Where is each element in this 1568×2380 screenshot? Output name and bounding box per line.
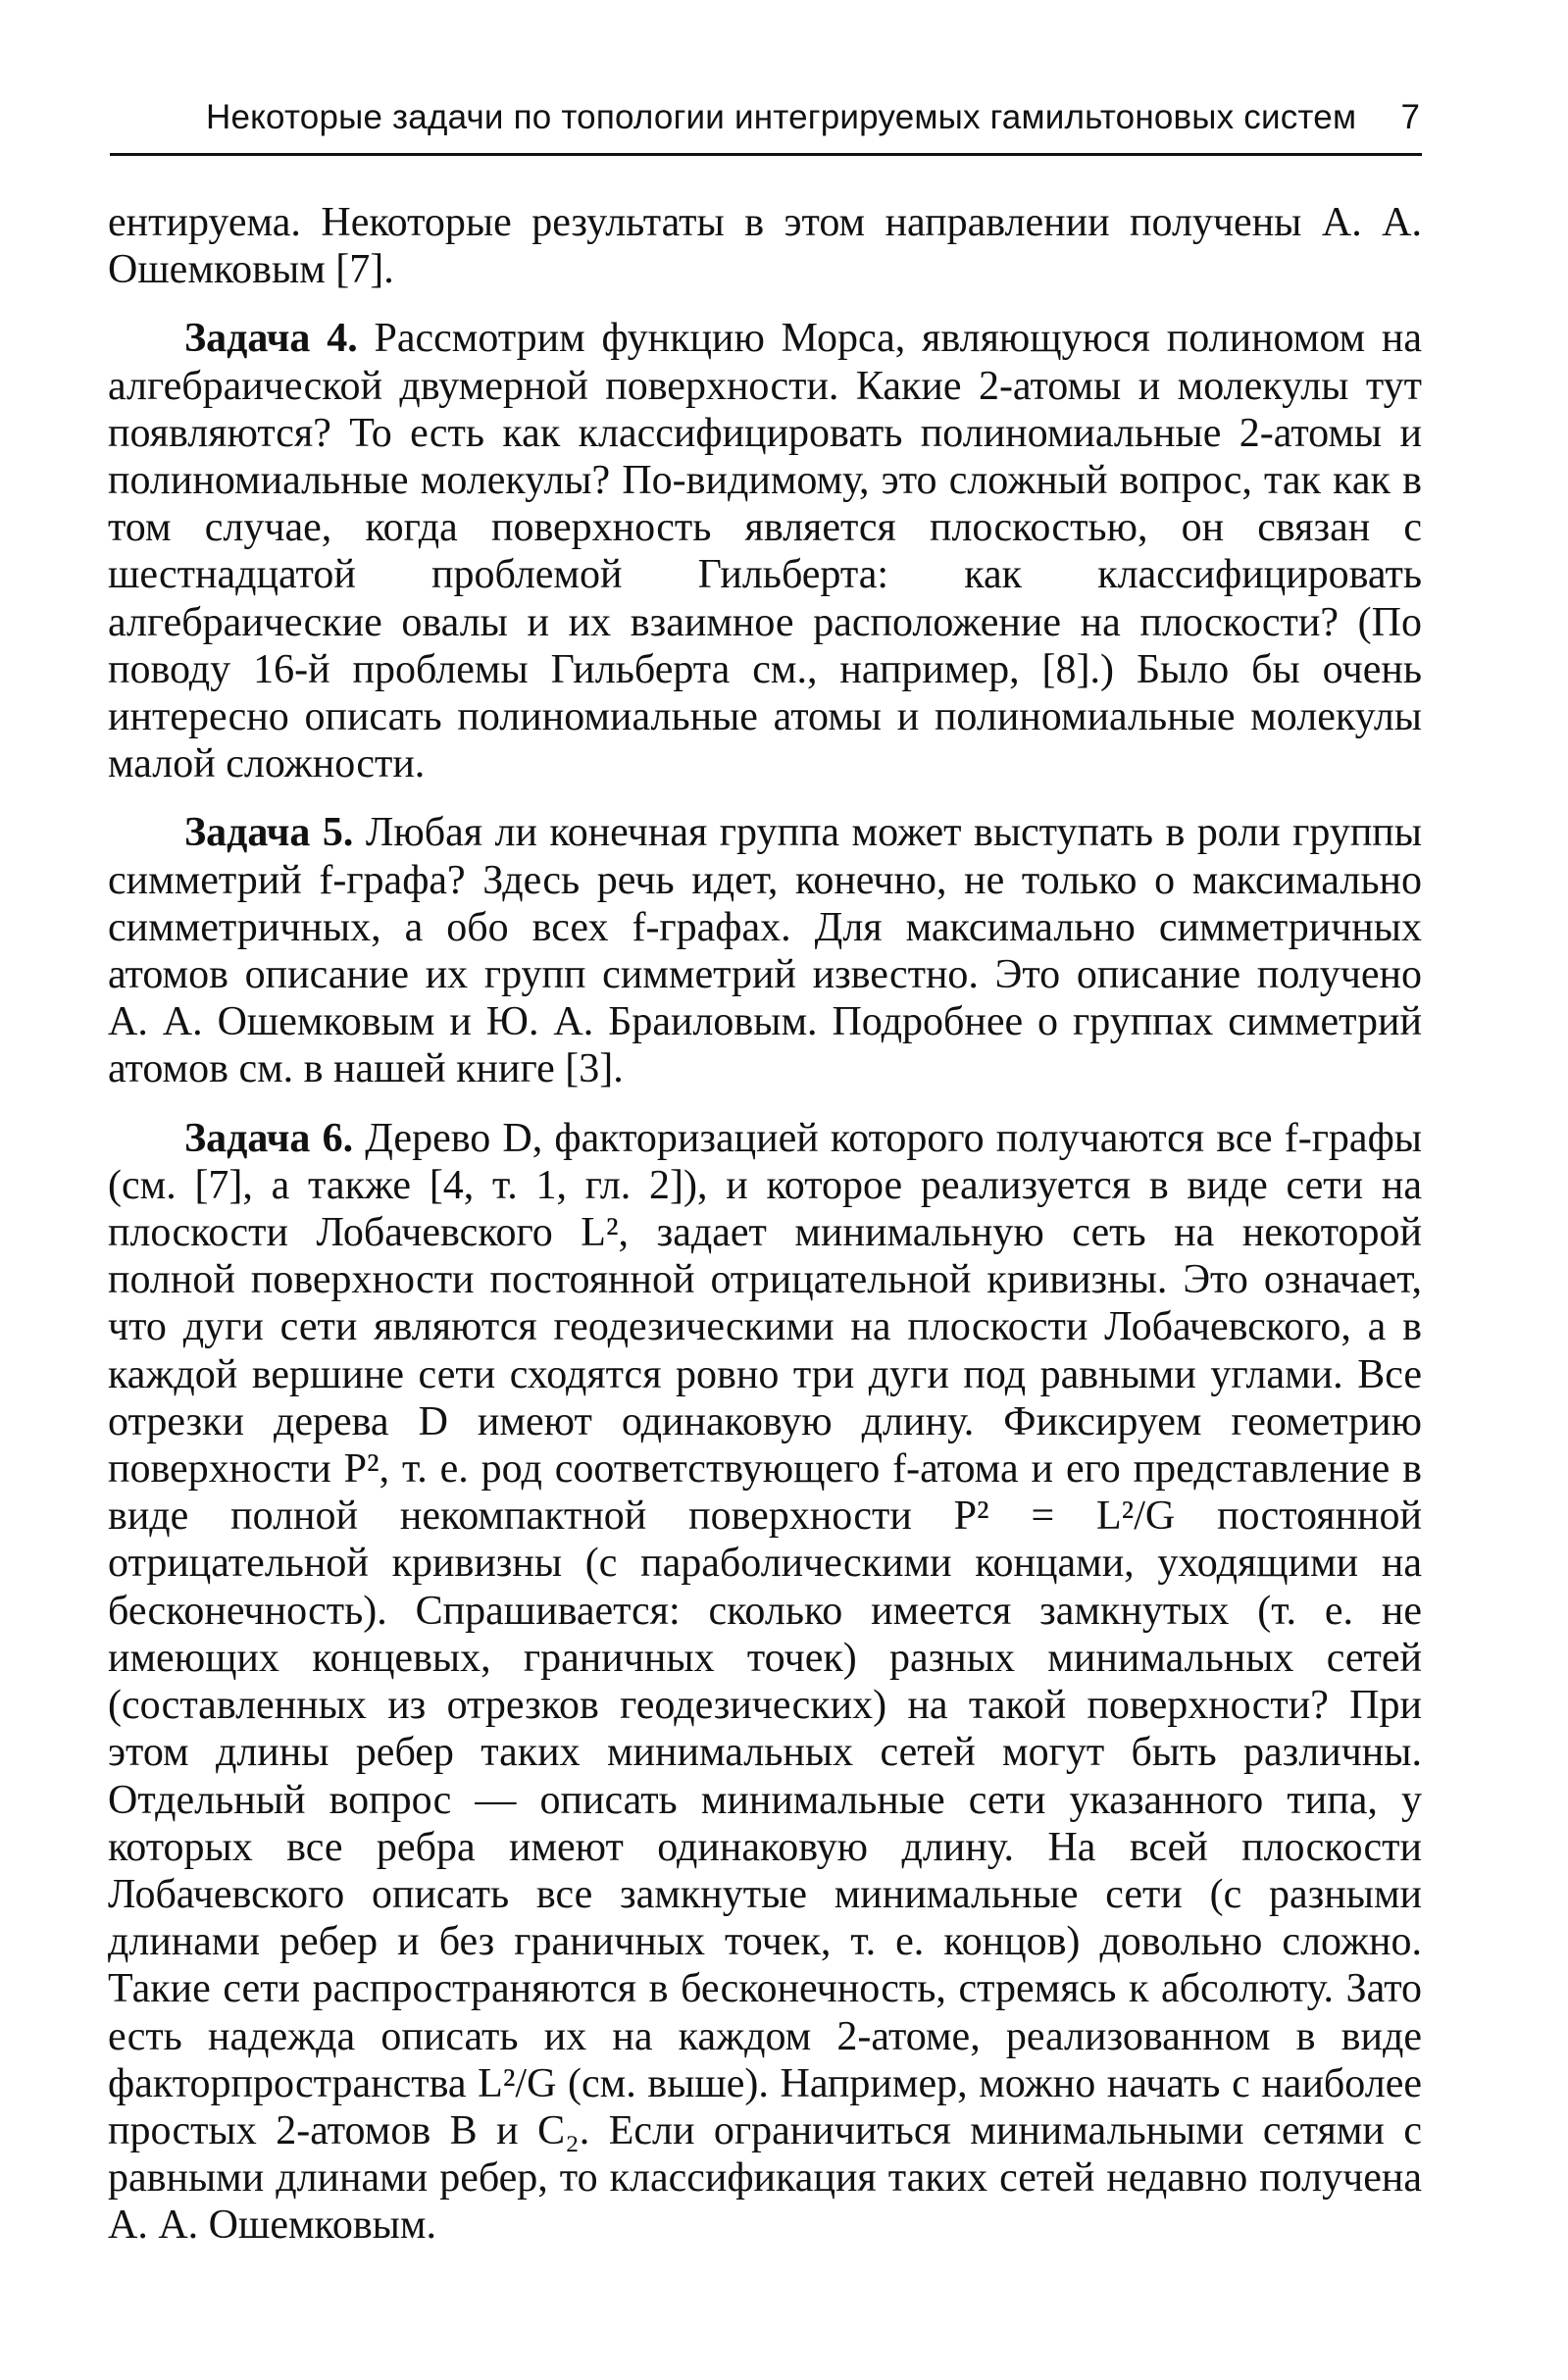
lead-paragraph: ентируема. Некоторые результаты в этом направлении получены А. А. Ошемковым [7]. (108, 200, 1422, 293)
page-body (108, 199, 1422, 2250)
problem-4-text: Рассмотрим функцию Морса, являющуюся полиномом на алгебраической двумерной поверхности. Какие 2-атомы и молекулы тут появляются? То есть как классифицировать полиномиальные 2-атомы и полиномиальные молекулы? По-видимому, это сложный вопрос, так как в том случае, когда поверхность является плоскостью, он связан с шестнадцатой проблемой Гильберта: как классифицировать алгебраические овалы и их взаимное расположение на плоскости? (По поводу 16-й проблемы Гильберта см., например, [8].) Было бы очень интересно описать полиномиальные атомы и полиномиальные молекулы малой сложности. (108, 316, 1422, 787)
running-title: Некоторые задачи по топологии интегрируемых гамильтоновых систем (206, 98, 1357, 136)
problem-4-label: Задача 4. (184, 316, 358, 362)
problem-5 (108, 809, 1422, 1092)
page-number: 7 (1400, 98, 1420, 136)
problem-4 (108, 315, 1422, 787)
problem-5-text: Любая ли конечная группа может выступать в роли группы симметрий f-графа? Здесь речь идет, конечно, не только о максимально симметричных, а обо всех f-графах. Для максимально симметричных атомов описание их групп симметрий известно. Это описание получено А. А. Ошемковым и Ю. А. Браиловым. Подробнее о группах симметрий атомов см. в нашей книге [3]. (108, 810, 1422, 1092)
problem-5-label: Задача 5. (184, 810, 354, 856)
page-header (110, 94, 1422, 156)
problem-6-text: Дерево D, факторизацией которого получаются все f-графы (см. [7], а также [4, т. 1, гл. 2]), и которое реализуется в виде сети на плоскости Лобачевского L², задает минимальную сеть на некоторой полной поверхности постоянной отрицательной кривизны. Это означает, что дуги сети являются геодезическими на плоскости Лобачевского, а в каждой вершине сети сходятся ровно три дуги под равными углами. Все отрезки дерева D имеют одинаковую длину. Фиксируем геометрию поверхности P², т. е. род соответствующего f-атома и его представление в виде полной некомпактной поверхности P² = L²/G постоянной отрицательной кривизны (с параболическими концами, уходящими на бесконечность). Спрашивается: сколько имеется замкнутых (т. е. не имеющих концевых, граничных точек) разных минимальных сетей (составленных из отрезков геодезических) на такой поверхности? При этом длины ребер таких минимальных сетей могут быть различны. Отдельный вопрос — описать минимальные сети указанного типа, у которых все ребра имеют одинаковую длину. На всей плоскости Лобачевского описать все замкнутые минимальные сети (с разными длинами ребер и без граничных точек, т. е. концов) довольно сложно. Такие сети распространяются в бесконечность, стремясь к абсолюту. Зато есть надежда описать их на каждом 2-атоме, реализованном в виде факторпространства L²/G (см. выше). Например, можно начать с наиболее простых 2-атомов B и C₂. Если ограничиться минимальными сетями с равными длинами ребер, то классификация таких сетей недавно получена А. А. Ошемковым. (108, 1115, 1423, 2249)
problem-6 (108, 1115, 1422, 2250)
problem-6-label: Задача 6. (184, 1115, 354, 1161)
